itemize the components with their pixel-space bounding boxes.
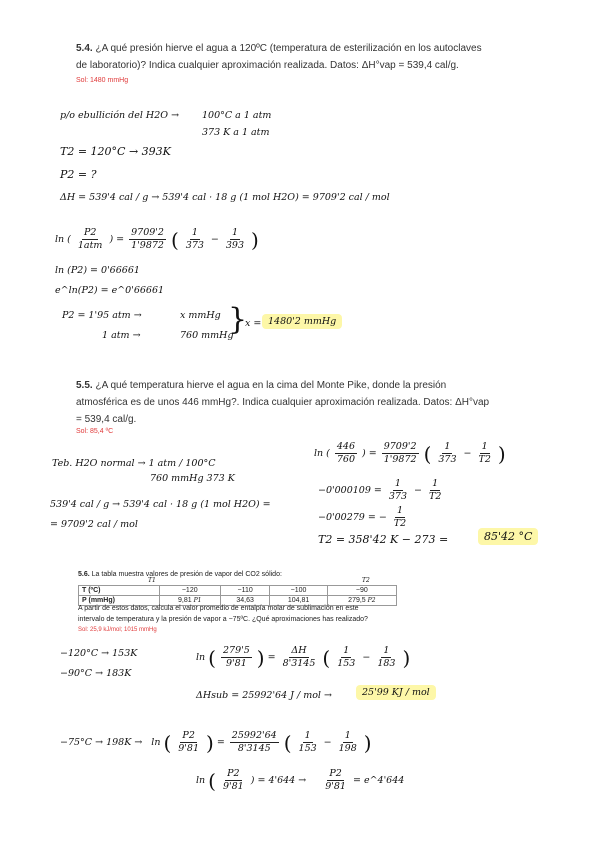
table-cell [159,596,220,606]
frac-num: 1 [383,645,390,656]
fraction-dh-r [382,441,419,466]
fraction-1-393 [224,227,246,252]
answer-5-4: 1480'2 mmHg [262,314,342,329]
table-cell [327,596,396,606]
minus: − [463,448,472,459]
ln-open: ln [196,775,206,786]
hw-1-atm: 1 atm → [102,330,141,341]
table-cell: 34,63 [220,596,269,606]
t2-label: T2 [362,577,370,584]
hw-t2-result: T2 = 358'42 K − 273 = [318,533,449,546]
problem-text: ¿A qué temperatura hierve el agua en la cima del Monte Pike, donde la presión [95,380,447,391]
hw-x-mmhg: x mmHg [180,310,221,321]
paren-open: ( [208,645,216,670]
cell-value: 9,81 [178,597,192,604]
hw-teb-760: 760 mmHg 373 K [150,473,235,484]
problem-5-5-line3: = 539,4 cal/g. [76,414,137,425]
frac-den: 8'3145 [237,743,271,754]
hw-p2-atm: P2 = 1'95 atm → [62,310,142,321]
hw-enthalpy: ΔH = 539'4 cal / g → 539'4 cal · 18 g (1 mol H2O) = 9709'2 cal / mol [60,192,390,203]
frac-num: 9709'2 [383,441,417,452]
value: −0'000109 = [318,485,382,496]
frac-num: 1 [231,227,238,238]
frac-num: ΔH [291,645,307,656]
paren-open: ( [163,730,172,755]
paren-close: ) [206,730,214,755]
frac-den: 9'81 [178,743,200,754]
solution-5-4: Sol: 1480 mmHg [76,77,129,84]
paren-open: ( [208,768,216,793]
problem-5-5-line1 [76,378,446,394]
problem-5-4-line1 [76,41,482,57]
fraction-p2-1atm [76,227,105,252]
fraction-1-183 [375,645,397,670]
minus: − [414,485,422,496]
t1-label: T1 [148,577,156,584]
paren-open: ( [283,730,292,755]
problem-text: La tabla muestra valores de presión de vapor del CO2 sólido: [91,571,282,578]
frac-den: 373 [438,454,457,465]
hw-760-mmhg: 760 mmHg [180,330,234,341]
equals: = [216,737,225,748]
frac-den: 153 [337,658,356,669]
hw-boiling-point: p/o ebullición del H2O → [60,110,180,121]
frac-num: 1 [394,478,401,489]
frac-den: T2 [478,454,491,465]
frac-den: 8'3145 [282,658,316,669]
fraction-p2-ratio [221,768,246,793]
problem-5-5-line2: atmosférica es de unos 446 mmHg?. Indica cualquier aproximación realizada. Datos: ΔH°vap [76,397,490,408]
ln-open: ln ( [314,448,330,459]
hw-boiling-373k: 373 K a 1 atm [202,127,270,138]
ln-open: ln [151,737,161,748]
frac-den: 760 [336,454,356,465]
hw-rearranged-2 [318,505,410,530]
fraction-1-198 [337,730,359,755]
hw-exponential: e^ln(P2) = e^0'66661 [55,285,165,296]
minus: − [362,652,371,663]
frac-num: 1 [481,441,488,452]
fraction-p2-ratio [176,730,201,755]
value: −0'00279 = − [318,512,387,523]
hw-clausius-5-5 [314,441,506,466]
table-cell: −100 [270,586,327,596]
paren-open: ( [170,227,179,252]
paren-close: ) [402,645,411,670]
vapor-pressure-table [78,585,397,606]
frac-num: 1 [191,227,198,238]
frac-den: 1'9872 [131,240,164,251]
frac-num: 1 [396,505,404,516]
frac-den: 393 [225,240,245,251]
problem-5-6-text2: intervalo de temperatura y la presión de vapor a −75ºC. ¿Qué aproximaciones has realizado? [78,616,368,623]
fraction-dh-r [230,730,279,755]
fraction-1-373 [436,441,458,466]
minus: − [210,234,219,245]
fraction-p2-final [323,768,348,793]
equals: ) = [109,234,125,245]
cell-value: 279,5 [348,597,366,604]
minus: − [323,737,332,748]
frac-den: T2 [428,491,442,502]
hw-clausius-equation [55,227,259,252]
paren-close: ) [363,730,372,755]
fraction-446-760 [335,441,357,466]
fraction-1-373 [387,478,409,503]
frac-num: 1 [343,645,350,656]
fraction-p-ratio [221,645,252,670]
frac-den: 183 [377,658,396,669]
frac-num: 9709'2 [131,227,164,238]
hw-teb-normal: Teb. H2O normal → 1 atm / 100°C [52,458,216,469]
hw-t2: T2 = 120°C → 393K [60,145,171,158]
paren-close: ) [251,227,259,252]
table-row-header: T (ºC) [79,586,160,596]
p2-label: P2 [367,597,376,604]
frac-den: 9'81 [226,658,247,669]
temperature-conversion: −75°C → 198K → [60,737,143,748]
fraction-1-t2 [392,505,408,530]
frac-num: 1 [304,730,311,741]
p1-label: P1 [193,597,202,604]
fraction-1-153 [297,730,319,755]
hw-dh-sub: ΔHsub = 25992'64 J / mol → [196,690,332,701]
problem-number: 5.4. [76,43,93,54]
frac-num: P2 [227,768,240,779]
table-row [79,586,397,596]
table-cell: −90 [327,586,396,596]
frac-den: 373 [388,491,408,502]
paren-close: ) [256,645,265,670]
hw-x-equals: x = [245,318,262,329]
table-cell: −110 [220,586,269,596]
problem-number: 5.6. [78,571,90,578]
table-cell: 104,81 [270,596,327,606]
paren-open: ( [322,645,331,670]
problem-5-6-intro [78,571,282,578]
hw-t2-conversion: −90°C → 183K [60,668,132,679]
frac-num: 25992'64 [231,730,277,741]
hw-p2: P2 = ? [60,168,97,181]
frac-num: P2 [83,227,97,238]
paren-close: ) [497,441,506,466]
problem-number: 5.5. [76,380,93,391]
table-cell: −120 [159,586,220,596]
equals: ) = [362,448,377,459]
solution-5-5: Sol: 85,4 ºC [76,428,114,435]
solution-5-6: Sol: 25,9 kJ/mol; 1015 mmHg [78,627,157,633]
frac-den: 198 [338,743,357,754]
hw-lnp2: ln (P2) = 0'66661 [55,265,140,276]
result-value: ) = 4'644 → [250,775,307,786]
problem-5-6-text1: A partir de estos datos, calcula el valor promedio de entalpía molar de sublimación en este [78,605,359,612]
paren-open: ( [423,441,432,466]
brace: } [228,302,248,337]
hw-result-75c [196,768,404,793]
hw-clausius-5-6 [196,645,410,670]
frac-num: 1 [444,441,451,452]
frac-den: 1'9872 [383,454,417,465]
answer-5-6: 25'99 KJ / mol [356,685,436,700]
equals: = [267,652,276,663]
fraction-dh-r [129,227,166,252]
frac-den: 373 [185,240,204,251]
hw-boiling-100c: 100°C a 1 atm [202,110,272,121]
fraction-1-t2 [476,441,492,466]
frac-den: T2 [393,518,407,529]
frac-num: P2 [182,730,195,741]
table-row-header: P (mmHg) [79,596,160,606]
frac-num: 279'5 [222,645,250,656]
hw-enthalpy-mol: = 9709'2 cal / mol [50,519,138,530]
fraction-1-373 [184,227,206,252]
ln-open: ln ( [55,234,71,245]
ln-open: ln [196,652,206,663]
frac-num: 446 [336,441,356,452]
frac-num: 1 [432,478,439,489]
frac-num: 1 [344,730,351,741]
hw-t1-conversion: −120°C → 153K [60,648,138,659]
problem-5-4-line2: de laboratorio)? Indica cualquier aproximación realizada. Datos: ΔH°vap = 539,4 cal/g. [76,60,459,71]
answer-5-5: 85'42 °C [478,528,538,545]
frac-num: P2 [329,768,342,779]
problem-text: ¿A qué presión hierve el agua a 120ºC (temperatura de esterilización en los autoclaves [95,43,482,54]
fraction-dh-r [281,645,318,670]
hw-clausius-75c [60,730,372,755]
frac-den: 9'81 [222,781,244,792]
fraction-1-153 [335,645,357,670]
hw-rearranged-1 [318,478,445,503]
table-row [79,596,397,606]
hw-enthalpy-5-5: 539'4 cal / g → 539'4 cal · 18 g (1 mol H2O) = [50,499,271,510]
frac-den: 9'81 [325,781,346,792]
exponential-result: = e^4'644 [352,775,405,786]
frac-den: 1atm [77,240,103,251]
fraction-1-t2 [427,478,443,503]
frac-den: 153 [298,743,317,754]
